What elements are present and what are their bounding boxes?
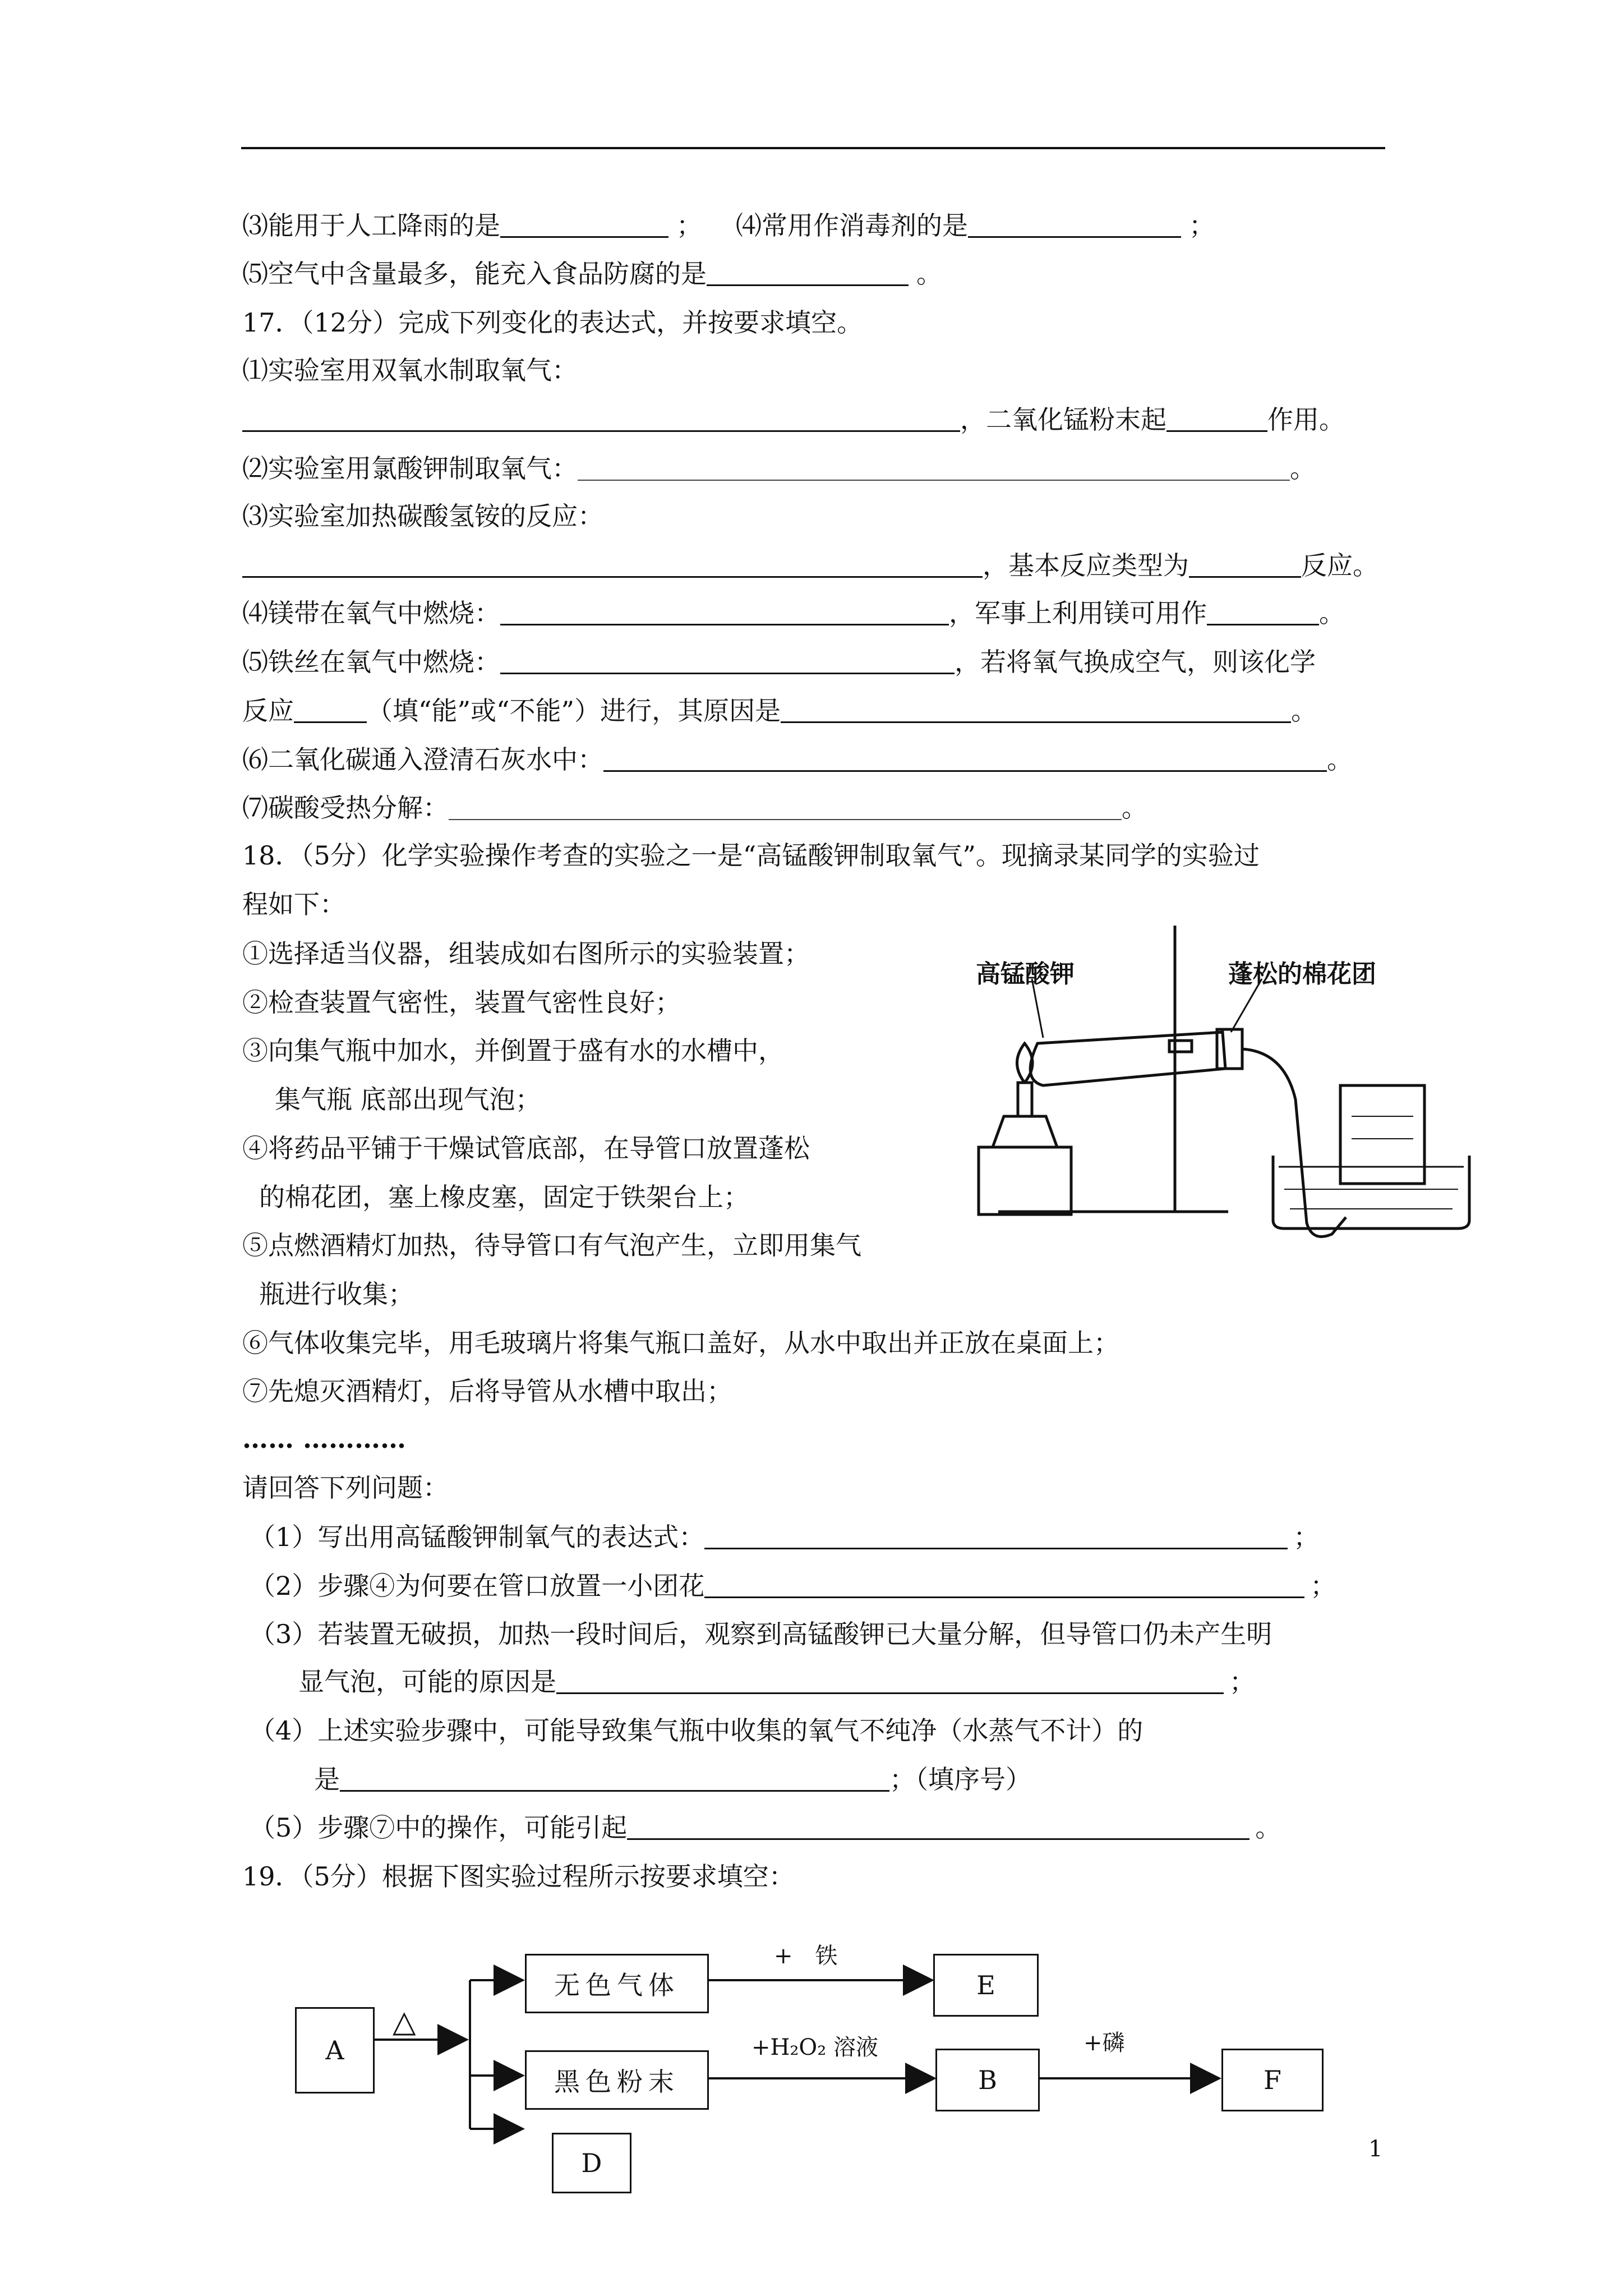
q17-sub-3-answer: ，基本反应类型为 反应。: [242, 549, 1378, 582]
q17-sub-4: ⑷镁带在氧气中燃烧： ，军事上利用镁可用作 。: [242, 598, 1345, 628]
q18-answer-3b: 显气泡，可能的原因是 ；: [298, 1667, 1255, 1697]
q18-step-7: ⑦先熄灭酒精灯，后将导管从水槽中取出；: [242, 1376, 732, 1406]
q18-answer-2: （2）步骤④为何要在管口放置一小团花 ；: [250, 1571, 1336, 1601]
q18-answer-4b: 是 ；（填序号）: [314, 1764, 1031, 1795]
q18-step-4a: ④将药品平铺于干燥试管底部，在导管口放置蓬松: [242, 1133, 810, 1163]
q17-sub-1: ⑴实验室用双氧水制取氧气：: [242, 355, 578, 385]
q16-line-2: ⑸空气中含量最多，能充入食品防腐的是 。: [242, 259, 942, 289]
q18-ellipsis: …… …………: [242, 1424, 407, 1454]
heat-symbol: △: [393, 2004, 416, 2039]
q17-sub-3: ⑶实验室加热碳酸氢铵的反应：: [242, 501, 603, 531]
label-plus-iron: + 铁: [774, 1943, 838, 1969]
node-black-powder: 黑色粉末: [525, 2050, 709, 2110]
q18-step-1: ①选择适当仪器，组装成如右图所示的实验装置；: [242, 938, 810, 969]
q18-answer-5: （5）步骤⑦中的操作，可能引起 。: [250, 1812, 1281, 1843]
q17-sub-1-answer: ，二氧化锰粉末起 作用。: [242, 403, 1345, 436]
figure-label-cotton: 蓬松的棉花团: [1228, 960, 1376, 988]
q18-title-1: 18．（5分）化学实验操作考查的实验之一是“高锰酸钾制取氧气”。现摘录某同学的实验过: [242, 840, 1260, 871]
q17-sub-5: ⑸铁丝在氧气中燃烧： ，若将氧气换成空气，则该化学: [242, 647, 1316, 677]
label-plus-phosphorus: +磷: [1083, 2030, 1125, 2056]
q19-title: 19．（5分）根据下图实验过程所示按要求填空：: [242, 1861, 795, 1892]
q17-sub-7: ⑺碳酸受热分解： 。: [242, 793, 1147, 823]
q18-answer-3a: （3）若装置无破损，加热一段时间后，观察到高锰酸钾已大量分解，但导管口仍未产生明: [250, 1619, 1272, 1649]
node-a: A: [295, 2007, 375, 2093]
q18-step-2: ②检查装置气密性，装置气密性良好；: [242, 987, 681, 1018]
q18-answer-4a: （4）上述实验步骤中，可能导致集气瓶中收集的氧气不纯净（水蒸气不计）的: [250, 1715, 1144, 1746]
node-f: F: [1221, 2049, 1324, 2111]
q18-step-5a: ⑤点燃酒精灯加热，待导管口有气泡产生，立即用集气: [242, 1230, 861, 1260]
q17-sub-5-cont: 反应 （填“能”或“不能”）进行，其原因是 。: [242, 696, 1317, 726]
q16-item-3: ⑶能用于人工降雨的是: [242, 210, 500, 241]
node-colorless-gas: 无色气体: [525, 1954, 709, 2013]
label-plus-h2o2: +H₂O₂ 溶液: [751, 2035, 878, 2060]
figure-label-kmno4: 高锰酸钾: [976, 960, 1075, 988]
node-b: B: [935, 2049, 1040, 2111]
q17-sub-2: ⑵实验室用氯酸钾制取氧气： 。: [242, 453, 1316, 484]
node-e: E: [933, 1954, 1039, 2017]
q18-step-6: ⑥气体收集完毕，用毛玻璃片将集气瓶口盖好，从水中取出并正放在桌面上；: [242, 1328, 1119, 1358]
q18-step-4b: 的棉花团，塞上橡皮塞，固定于铁架台上；: [259, 1182, 749, 1212]
q16-item-5: ⑸空气中含量最多，能充入食品防腐的是: [242, 259, 707, 289]
page-number: 1: [1368, 2136, 1383, 2162]
q18-ask: 请回答下列问题：: [242, 1473, 449, 1503]
q18-step-5b: 瓶进行收集；: [259, 1279, 414, 1309]
q16-item-4: ⑷常用作消毒剂的是: [736, 210, 968, 241]
node-d: D: [552, 2133, 631, 2193]
q16-line-1: ⑶能用于人工降雨的是 ； ⑷常用作消毒剂的是 ；: [242, 210, 1215, 241]
q17-title: 17．（12分）完成下列变化的表达式，并按要求填空。: [242, 307, 863, 338]
q17-sub-6: ⑹二氧化碳通入澄清石灰水中： 。: [242, 744, 1353, 775]
q18-step-3a: ③向集气瓶中加水，并倒置于盛有水的水槽中，: [242, 1036, 784, 1066]
q18-title-2: 程如下：: [242, 889, 345, 919]
q18-step-3b: 集气瓶 底部出现气泡；: [275, 1084, 541, 1115]
q18-answer-1: （1）写出用高锰酸钾制氧气的表达式： ；: [250, 1522, 1320, 1552]
